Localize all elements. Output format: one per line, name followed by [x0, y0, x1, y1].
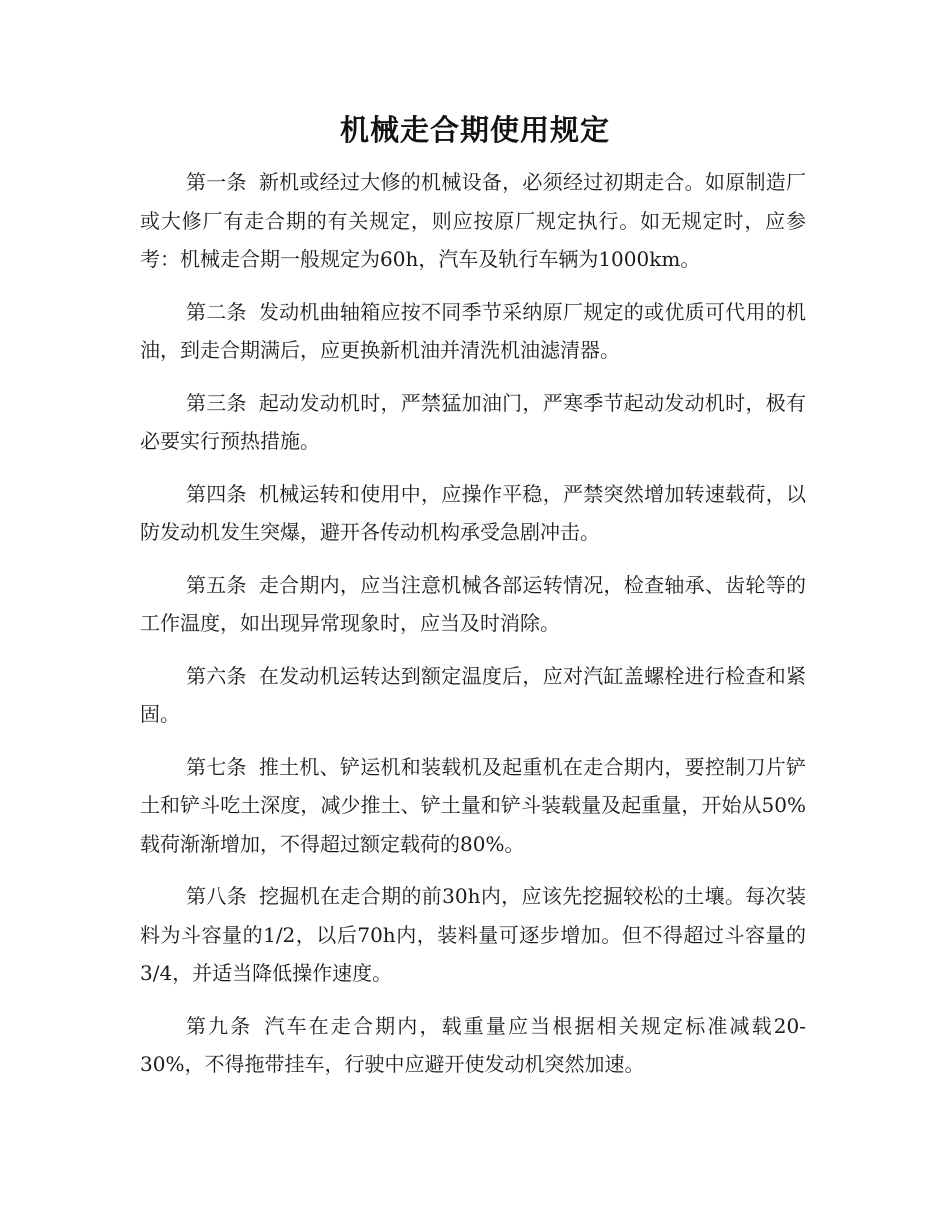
article-text: 机械运转和使用中，应操作平稳，严禁突然增加转速载荷，以防发动机发生突爆，避开各传动机构承受急剧冲击。: [140, 481, 807, 544]
article-4: [140, 475, 806, 552]
article-5: [140, 566, 806, 643]
article-text: 新机或经过大修的机械设备，必须经过初期走合。如原制造厂或大修厂有走合期的有关规定，则应按原厂规定执行。如无规定时，应参考：机械走合期一般规定为60h，汽车及轨行车辆为1000km。: [140, 170, 807, 271]
article-9: [140, 1007, 806, 1084]
article-text: 挖掘机在走合期的前30h内，应该先挖掘较松的土壤。每次装料为斗容量的1/2，以后70h内，装料量可逐步增加。但不得超过斗容量的3/4，并适当降低操作速度。: [140, 884, 806, 985]
article-number: 第八条: [186, 884, 248, 908]
article-7: [140, 748, 806, 864]
article-text: 发动机曲轴箱应按不同季节采纳原厂规定的或优质可代用的机油，到走合期满后，应更换新机油并清洗机油滤清器。: [140, 299, 807, 362]
article-text: 汽车在走合期内，载重量应当根据相关规定标准减载20-30%，不得拖带挂车，行驶中应避开使发动机突然加速。: [140, 1013, 806, 1076]
document-body: [140, 163, 806, 1098]
article-number: 第六条: [186, 663, 247, 688]
article-number: 第四条: [186, 481, 247, 506]
article-text: 起动发动机时，严禁猛加油门，严寒季节起动发动机时，极有必要实行预热措施。: [140, 390, 807, 453]
article-number: 第一条: [186, 170, 247, 194]
article-number: 第三条: [186, 390, 247, 415]
article-text: 在发动机运转达到额定温度后，应对汽缸盖螺栓进行检查和紧固。: [140, 663, 807, 726]
article-8: [140, 877, 806, 993]
article-number: 第二条: [186, 299, 247, 324]
article-6: [140, 657, 806, 734]
article-number: 第五条: [186, 572, 247, 597]
article-number: 第七条: [186, 754, 247, 779]
article-2: [140, 293, 806, 370]
document-title: 机械走合期使用规定: [339, 113, 610, 147]
article-1: [140, 163, 806, 279]
article-text: 推土机、铲运机和装载机及起重机在走合期内，要控制刀片铲土和铲斗吃土深度，减少推土、铲土量和铲斗装载量及起重量，开始从50%载荷渐渐增加，不得超过额定载荷的80%。: [140, 754, 807, 856]
article-text: 走合期内，应当注意机械各部运转情况，检查轴承、齿轮等的工作温度，如出现异常现象时，应当及时消除。: [140, 572, 807, 635]
article-number: 第九条: [186, 1013, 253, 1038]
article-3: [140, 384, 806, 461]
